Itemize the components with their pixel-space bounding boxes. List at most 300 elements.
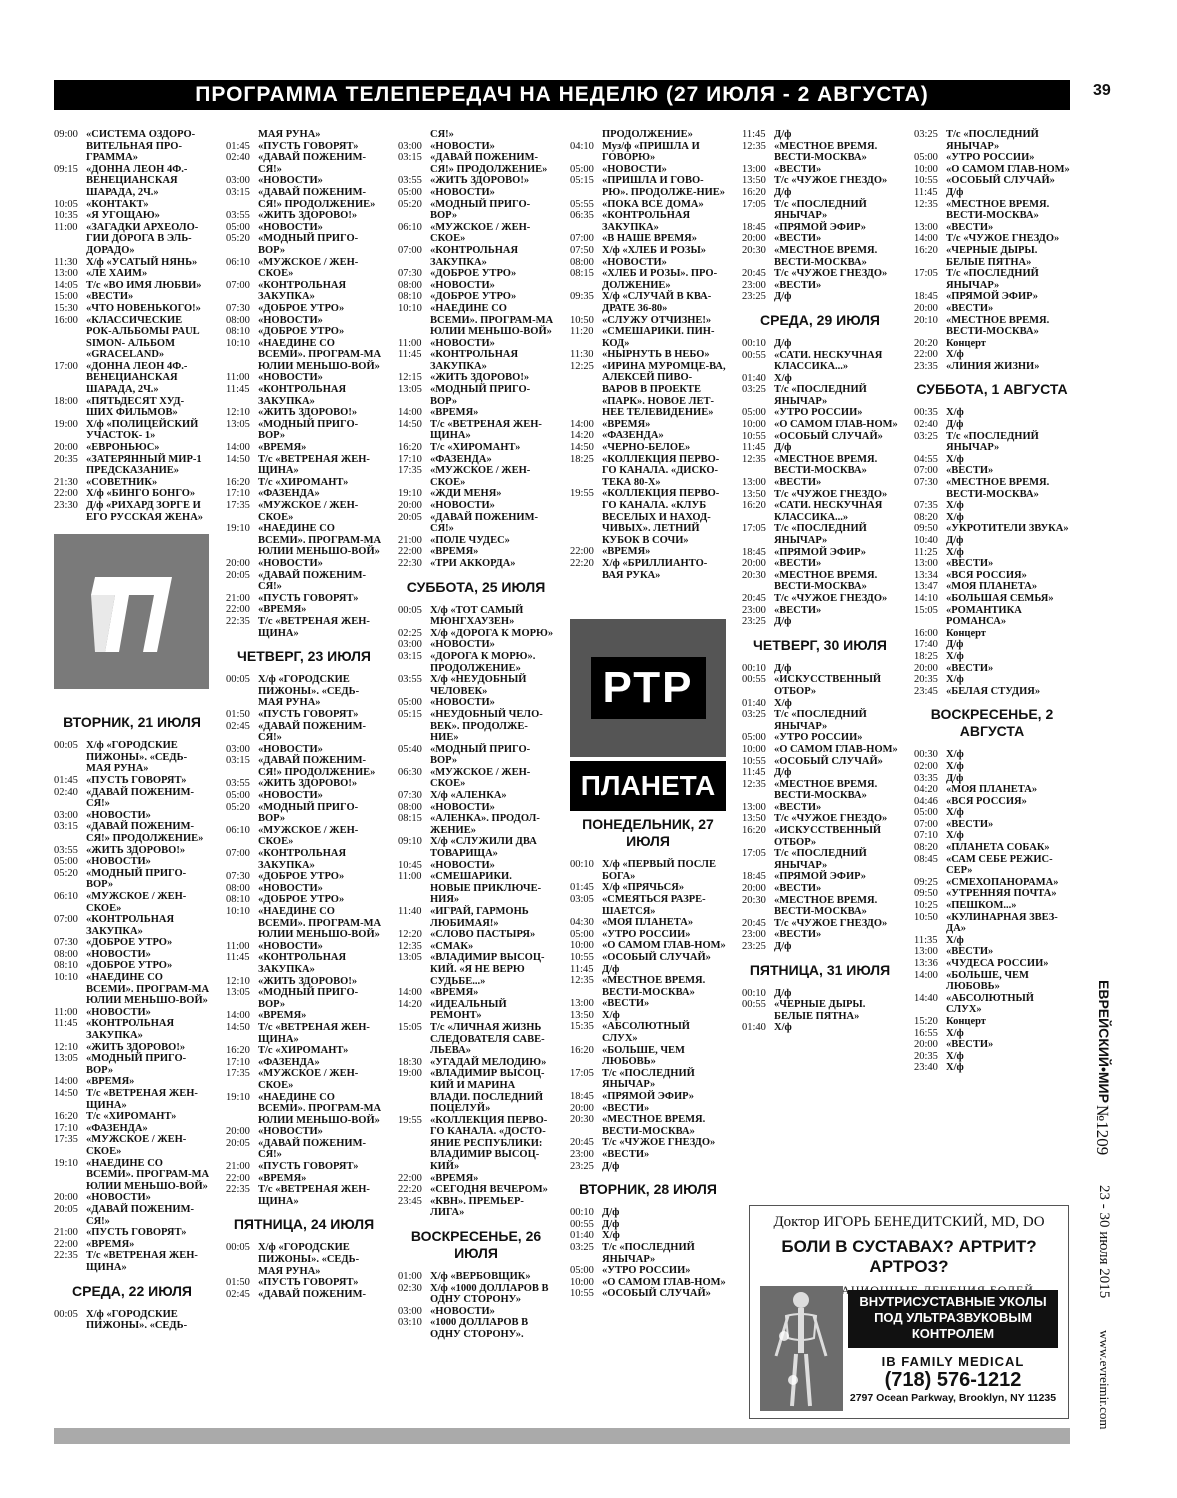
entry-time: 10:55 [914,175,938,187]
entry-program: «ВЕСТИ» [774,883,822,895]
entry-program: «КОЛЛЕКЦИЯ ПЕРВО-ГО КАНАЛА. «ДОСТО-ЯНИЕ РЕСПУБЛИКИ: ВЛАДИМИР ВЫСОЦ-КИЙ» [430,1114,548,1173]
schedule-entry [54,419,210,442]
entry-program: Х/ф «1000 ДОЛЛАРОВ В ОДНУ СТОРОНУ» [430,1282,549,1306]
entry-time: 03:55 [398,674,422,686]
schedule-entry [570,488,726,546]
schedule-entry [742,547,898,559]
schedule-entry [226,175,382,187]
schedule-entry [398,929,554,941]
entry-time: 21:00 [54,1227,78,1239]
entry-program: «НОВОСТИ» [430,697,495,709]
day-heading: ЧЕТВЕРГ, 23 ИЮЛЯ [237,648,371,665]
entry-time: 20:00 [570,1102,594,1114]
schedule-entry [226,477,382,489]
schedule-entry [570,141,726,164]
entry-program: «МОДНЫЙ ПРИГО-ВОР» [258,233,359,256]
entry-program: Т/с «ЧУЖОЕ ГНЕЗДО» [602,1137,716,1149]
schedule-entry [54,222,210,257]
entry-time: 20:00 [914,1039,938,1051]
entry-program: «МУЖСКОЕ / ЖЕН-СКОЕ» [86,890,187,914]
entry-program: «МОДНЫЙ ПРИГО-ВОР» [258,418,359,442]
schedule-entry [398,384,554,407]
schedule-entry [914,796,1070,808]
schedule-entry [742,187,898,199]
entry-time: 11:45 [742,129,766,140]
schedule-entry [570,349,726,361]
entry-time: 17:35 [226,1068,250,1080]
entry-program: Х/ф «УСАТЫЙ НЯНЬ» [86,256,198,268]
entry-program: «НОВОСТИ» [258,790,323,802]
entry-program: Т/с «ВЕТРЕНАЯ ЖЕН-ЩИНА» [86,1088,198,1111]
schedule-entry [742,929,898,941]
schedule-entry [398,291,554,303]
schedule-entry [398,512,554,535]
schedule-entry [226,709,382,721]
schedule-entry [54,477,210,489]
entry-program: «ЧЕРНЫЕ ДЫРЫ. БЕЛЫЕ ПЯТНА» [946,244,1038,268]
entry-time: 11:00 [226,372,250,384]
entry-program: «ДОБРОЕ УТРО» [86,960,173,972]
entry-program: Д/ф [774,767,792,779]
schedule-entry [398,1173,554,1185]
entry-time: 07:00 [570,233,594,245]
entry-time: 21:00 [226,592,250,604]
entry-program: Х/ф [774,697,792,709]
entry-time: 14:50 [398,418,422,430]
entry-time: 23:35 [914,360,938,372]
schedule-entry [914,761,1070,773]
entry-program: Х/ф «ГОРОДСКИЕ ПИЖОНЫ». «СЕДЬ-МАЯ РУНА» [258,674,360,709]
schedule-entry [914,651,1070,663]
entry-time: 19:10 [226,1091,250,1103]
entry-program: «ПУСТЬ ГОВОРЯТ» [258,1161,359,1173]
entry-time: 00:05 [226,674,250,686]
schedule-entry [398,871,554,906]
schedule-entry [398,1196,554,1219]
entry-program: «АБСОЛЮТНЫЙ СЛУХ» [602,1021,690,1045]
schedule-entry [570,940,726,952]
entry-program: «ВЕСТИ» [946,465,994,477]
day-heading: СРЕДА, 22 ИЮЛЯ [72,1282,192,1299]
entry-program: «ПРЯМОЙ ЭФИР» [946,291,1039,303]
entry-time: 03:25 [914,430,938,442]
entry-time: 15:00 [54,291,78,303]
schedule-entry [914,970,1070,993]
entry-program: ПРОДОЛЖЕНИЕ» [602,129,693,140]
entry-time: 14:20 [398,998,422,1010]
schedule-entry [570,326,726,349]
entry-program: Д/ф [946,535,964,546]
entry-program: «НОВОСТИ» [258,1126,323,1138]
entry-program: Т/с «ВЕТРЕНАЯ ЖЕН-ЩИНА» [86,1250,198,1273]
entry-program: «ВРЕМЯ» [86,1076,135,1088]
entry-program: «ИРИНА МУРОМЦЕ-ВА, АЛЕКСЕЙ ПИВО-ВАРОВ В ПРОЕКТЕ «ПАРК». НОВОЕ ЛЕТ-НЕЕ ТЕЛЕВИДЕНИЕ» [602,360,726,419]
schedule-entry [226,442,382,454]
entry-program: Х/ф [946,760,964,772]
entry-program: Т/с «ХИРОМАНТ» [430,442,521,454]
entry-time: 11:45 [914,186,938,198]
entry-time: 22:35 [226,1184,250,1196]
entry-program: «ДОБРОЕ УТРО» [258,302,345,314]
entry-time: 01:00 [398,1271,422,1283]
entry-time: 13:00 [742,163,766,175]
entry-time: 14:20 [570,430,594,442]
entry-time: 10:00 [742,419,766,431]
entry-time: 15:20 [914,1015,938,1027]
entry-time: 03:55 [398,175,422,187]
entry-program: «КОНТРОЛЬНАЯ ЗАКУПКА» [430,244,519,268]
entry-program: «НОВОСТИ» [430,859,495,871]
schedule-entry [914,605,1070,628]
schedule-entry [914,674,1070,686]
side-paper-name: ЕВРЕЙСКИЙ•МИР [1096,980,1112,1103]
schedule-entry [54,1076,210,1088]
entry-program: «ВРЕМЯ» [430,407,479,419]
entry-time: 07:00 [398,244,422,256]
schedule-entry [914,946,1070,958]
entry-time: 13:50 [742,175,766,187]
entry-time: 17:35 [226,500,250,511]
entry-program: «НОВОСТИ» [430,801,495,813]
entry-time: 13:05 [398,384,422,396]
entry-time: 18:25 [914,650,938,662]
entry-time: 18:25 [570,453,594,465]
entry-program: Т/с «ЧУЖОЕ ГНЕЗДО» [774,592,888,604]
entry-program: «НОВОСТИ» [430,186,495,198]
day-heading: ВОСКРЕСЕНЬЕ, 2 АВГУСТА [930,706,1054,740]
schedule-entry [54,291,210,303]
schedule-entry [570,1137,726,1149]
entry-time: 03:15 [398,152,422,164]
schedule-entry [742,756,898,768]
schedule-entry [570,952,726,964]
schedule-entry [570,164,726,176]
entry-program: Х/ф [946,830,964,842]
entry-program: Д/ф [946,639,964,651]
entry-time: 22:30 [398,557,422,569]
entry-time: 22:00 [570,546,594,558]
entry-program: Д/ф «РИХАРД ЗОРГЕ И ЕГО РУССКАЯ ЖЕНА» [86,500,204,523]
schedule-entry [54,442,210,454]
entry-time: 11:45 [742,767,766,779]
entry-time: 10:55 [742,430,766,442]
entry-time: 20:45 [742,592,766,604]
schedule-entry [914,1062,1070,1074]
entry-program: «НОВОСТИ» [430,1305,495,1317]
schedule-entry [226,152,382,175]
schedule-entry [398,442,554,454]
schedule-entry [742,698,898,710]
entry-program: «НОВОСТИ» [86,948,151,960]
schedule-entry [398,419,554,442]
schedule-entry [54,303,210,315]
entry-time: 00:35 [914,407,938,419]
entry-program: МАЯ РУНА» [258,129,321,140]
entry-program: «ДОБРОЕ УТРО» [258,871,345,883]
entry-time: 22:20 [398,1184,422,1196]
entry-time: 16:20 [742,186,766,198]
entry-program: «НОВОСТИ» [430,337,495,349]
schedule-entry [54,787,210,810]
schedule-entry [398,152,554,175]
entry-program: «НОВОСТИ» [86,1006,151,1018]
schedule-entry [398,767,554,790]
schedule-entry [742,848,898,871]
schedule-entry [398,129,554,141]
entry-time: 00:10 [742,337,766,349]
entry-program: «КУЛИНАРНАЯ ЗВЕЗ-ДА» [946,911,1058,935]
schedule-entry [54,1018,210,1041]
schedule-entry [226,802,382,825]
entry-program: Т/с «ПОСЛЕДНИЙ ЯНЫЧАР» [774,198,867,222]
entry-program: «НЫРНУТЬ В НЕБО» [602,349,710,361]
schedule-entry [226,454,382,477]
page-number: 39 [1093,82,1111,99]
entry-program: «ЧЕРНЫЕ ДЫРЫ. БЕЛЫЕ ПЯТНА» [774,999,866,1022]
entry-time: 17:05 [570,1067,594,1079]
entry-program: «ВЛАДИМИР ВЫСОЦ-КИЙ. «Я НЕ ВЕРЮ СУДЬБЕ...» [430,952,545,987]
entry-program: «СЛУЖУ ОТЧИЗНЕ!» [602,314,712,326]
schedule-entry [914,888,1070,900]
entry-program: «ВРЕМЯ» [602,546,651,558]
entry-time: 13:00 [914,946,938,958]
entry-time: 23:25 [742,291,766,303]
entry-program: «УТРО РОССИИ» [602,1265,691,1277]
entry-program: «ИДЕАЛЬНЫЙ РЕМОНТ» [430,998,507,1022]
schedule-entry [914,338,1070,350]
entry-program: «ДАВАЙ ПОЖЕНИМ-СЯ!» ПРОДОЛЖЕНИЕ» [258,755,376,778]
schedule-entry [914,639,1070,651]
entry-time: 09:50 [914,523,938,535]
schedule-entry [570,291,726,314]
entry-time: 05:00 [914,152,938,164]
entry-time: 07:30 [226,302,250,314]
entry-program: Д/ф [602,963,620,975]
entry-program: «КВН». ПРЕМЬЕР-ЛИГА» [430,1195,524,1219]
entry-program: Х/ф [774,372,792,384]
entry-time: 10:50 [570,314,594,326]
schedule-entry [398,999,554,1022]
schedule-entry [742,523,898,546]
schedule-entry [226,1022,382,1045]
entry-time: 05:20 [226,801,250,813]
schedule-entry [570,315,726,327]
entry-time: 11:00 [398,871,422,883]
entry-program: «ДАВАЙ ПОЖЕНИМ-СЯ!» [86,786,194,810]
entry-program: «НОВОСТИ» [86,809,151,821]
entry-time: 04:46 [914,795,938,807]
entry-program: «СМЕШАРИКИ. ПИН-КОД» [602,326,715,349]
entry-time: 21:00 [398,534,422,546]
schedule-entry [226,1010,382,1022]
entry-program: «МЕСТНОЕ ВРЕМЯ. ВЕСТИ-МОСКВА» [602,1114,706,1137]
entry-time: 16:20 [914,244,938,256]
entry-program: «ПЛАНЕТА СОБАК» [946,842,1050,854]
schedule-entry [914,1039,1070,1051]
entry-program: «ВСЯ РОССИЯ» [946,569,1027,581]
entry-program: Х/ф [602,1009,620,1021]
entry-time: 22:00 [914,349,938,361]
entry-program: «МЕСТНОЕ ВРЕМЯ. ВЕСТИ-МОСКВА» [774,894,878,918]
schedule-entry [570,1265,726,1277]
day-heading: ПЯТНИЦА, 31 ИЮЛЯ [749,961,891,978]
entry-time: 08:10 [226,326,250,338]
entry-program: Д/ф [774,442,792,454]
entry-time: 17:05 [742,523,766,535]
entry-program: «ЖИТЬ ЗДОРОВО!» [86,844,186,856]
entry-time: 03:25 [742,384,766,396]
schedule-entry [226,848,382,871]
entry-time: 16:00 [914,627,938,639]
entry-time: 11:20 [570,326,594,338]
entry-program: «ЛЕ ХАИМ» [86,268,148,280]
schedule-entry [914,233,1070,245]
entry-program: «ТРИ АККОРДА» [430,557,516,569]
schedule-entry [742,883,898,895]
entry-program: Х/ф «ГОРОДСКИЕ ПИЖОНЫ». «СЕДЬ-МАЯ РУНА» [258,1242,360,1277]
entry-program: «УГАДАЙ МЕЛОДИЮ» [430,1056,547,1068]
entry-program: «МЕСТНОЕ ВРЕМЯ. ВЕСТИ-МОСКВА» [946,314,1050,338]
entry-program: Т/с «ХИРОМАНТ» [258,476,349,488]
schedule-entry [914,570,1070,582]
schedule-entry [54,268,210,280]
schedule-entry [226,303,382,315]
schedule-entry [398,987,554,999]
schedule-entry [742,500,898,523]
schedule-entry [570,1010,726,1022]
entry-time: 02:40 [226,152,250,164]
entry-time: 03:15 [54,821,78,833]
entry-time: 03:15 [398,650,422,662]
entry-time: 00:30 [914,749,938,761]
schedule-entry [570,1230,726,1242]
entry-program: Д/ф [946,186,964,198]
entry-program: «ПУСТЬ ГОВОРЯТ» [258,708,359,720]
entry-time: 00:05 [226,1242,250,1254]
entry-program: «ЖИТЬ ЗДОРОВО!» [258,975,358,987]
entry-time: 00:55 [742,349,766,361]
entry-program: «ВЕСТИ» [946,302,994,314]
entry-program: Д/ф [946,419,964,431]
entry-program: «УКРОТИТЕЛИ ЗВУКА» [946,523,1069,535]
schedule-entry [226,825,382,848]
entry-time: 14:00 [226,442,250,454]
clinic-advertisement [749,1205,1069,1419]
schedule-entry [398,1115,554,1173]
entry-program: «УТРО РОССИИ» [774,732,863,744]
entry-time: 05:15 [398,708,422,720]
entry-time: 13:00 [914,558,938,570]
entry-time: 05:00 [398,186,422,198]
entry-program: «ВЕСТИ» [774,604,822,616]
entry-program: Т/с «ЧУЖОЕ ГНЕЗДО» [774,488,888,500]
entry-time: 16:20 [570,1044,594,1056]
entry-time: 05:00 [570,928,594,940]
entry-program: Т/с «ЛИЧНАЯ ЖИЗНЬ СЛЕДОВАТЕЛЯ САВЕ-ЛЬЕВА» [430,1021,545,1057]
entry-time: 13:50 [742,813,766,825]
schedule-entry [398,141,554,153]
schedule-entry [742,199,898,222]
entry-time: 04:30 [570,917,594,929]
schedule-entry [914,268,1070,291]
schedule-entry [398,744,554,767]
entry-program: Т/с «ХИРОМАНТ» [86,1111,177,1123]
schedule-entry [914,628,1070,640]
schedule-entry [398,628,554,640]
rtr-logo-text: РТР [591,657,706,719]
entry-program: Х/ф [946,1027,964,1039]
entry-program: Х/ф [946,749,964,761]
entry-program: «МЕСТНОЕ ВРЕМЯ. ВЕСТИ-МОСКВА» [774,569,878,593]
entry-time: 01:45 [54,774,78,786]
entry-time: 22:00 [398,1172,422,1184]
schedule-entry [570,558,726,581]
entry-time: 01:50 [226,1277,250,1289]
schedule-entry [742,338,898,350]
entry-program: «ПУСТЬ ГОВОРЯТ» [258,1277,359,1289]
schedule-entry [54,199,210,211]
ad-headline: БОЛИ В СУСТАВАХ? АРТРИТ? АРТРОЗ? [781,1237,1037,1276]
schedule-entry [54,500,210,523]
entry-time [570,129,602,141]
schedule-entry [914,819,1070,831]
schedule-entry [398,488,554,500]
entry-program: «НОВОСТИ» [258,221,323,233]
entry-time: 14:00 [914,969,938,981]
entry-time: 20:00 [914,662,938,674]
entry-program: «ОСОБЫЙ СЛУЧАЙ» [774,755,883,767]
schedule-entry [914,419,1070,431]
entry-time: 20:20 [914,337,938,349]
entry-time: 23:40 [914,1062,938,1074]
entry-program: «ВЕСТИ» [774,163,822,175]
entry-program: «СОВЕТНИК» [86,476,158,488]
entry-program: «МУЖСКОЕ / ЖЕН-СКОЕ» [258,824,359,848]
entry-program: «НАЕДИНЕ СО ВСЕМИ». ПРОГРАМ-МА ЮЛИИ МЕНЬШО-ВОЙ» [258,523,382,558]
entry-time: 00:55 [742,999,766,1011]
schedule-entry [398,836,554,859]
entry-time: 08:00 [398,801,422,813]
entry-program: «МЕСТНОЕ ВРЕМЯ. ВЕСТИ-МОСКВА» [946,198,1050,222]
schedule-entry [570,859,726,882]
schedule-entry [54,129,210,164]
entry-time: 20:00 [914,302,938,314]
entry-time: 07:10 [914,830,938,842]
schedule-entry [226,257,382,280]
entry-program: Х/ф «БРИЛЛИАНТО-ВАЯ РУКА» [602,557,708,581]
schedule-entry [914,199,1070,222]
entry-program: «НОВОСТИ» [430,500,495,511]
entry-program: «УТРЕННЯЯ ПОЧТА» [946,888,1057,900]
entry-time: 10:40 [914,535,938,546]
schedule-entry [914,291,1070,303]
entry-program: «О САМОМ ГЛАВ-НОМ» [946,163,1070,175]
entry-time: 23:00 [570,1149,594,1160]
schedule-entry [398,1306,554,1318]
entry-program: «УТРО РОССИИ» [946,152,1035,164]
schedule-entry [570,442,726,454]
schedule-entry [226,744,382,756]
entry-time: 05:20 [226,233,250,245]
schedule-entry [914,303,1070,315]
entry-time: 02:40 [914,419,938,431]
entry-time: 12:35 [742,778,766,790]
entry-program: Х/ф «ТОТ САМЫЙ МЮНГХАУЗЕН» [430,604,524,628]
schedule-entry [54,972,210,1007]
schedule-entry [398,813,554,836]
entry-time: 11:30 [570,349,594,361]
entry-time: 13:50 [570,1009,594,1021]
